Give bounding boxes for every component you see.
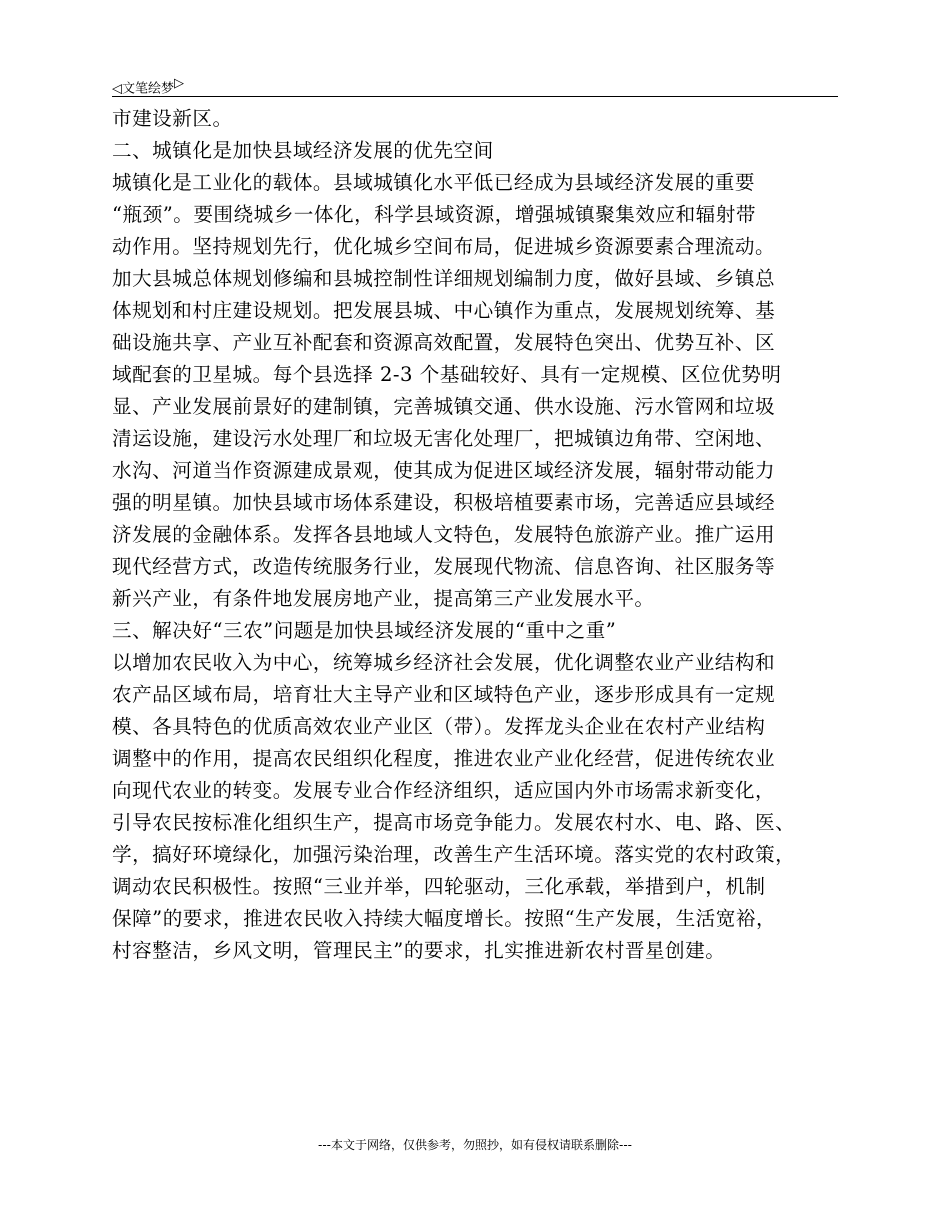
text-line: 城镇化是工业化的载体。县域城镇化水平低已经成为县域经济发展的重要 bbox=[112, 171, 755, 194]
text-line: “瓶颈”。要围绕城乡一体化，科学县域资源，增强城镇聚集效应和辐射带 bbox=[112, 203, 756, 226]
text-line: 村容整洁，乡风文明，管理民主”的要求，扎实推进新农村晋星创建。 bbox=[112, 939, 726, 962]
text-line: 显、产业发展前景好的建制镇，完善城镇交通、供水设施、污水管网和垃圾 bbox=[112, 395, 776, 418]
text-line: 现代经营方式，改造传统服务行业，发展现代物流、信息咨询、社区服务等 bbox=[112, 555, 776, 578]
left-triangle-icon: ◁ bbox=[112, 81, 122, 97]
page-header bbox=[112, 74, 838, 97]
text-line: 体规划和村庄建设规划。把发展县城、中心镇作为重点，发展规划统筹、基 bbox=[112, 299, 776, 322]
text-line: 以增加农民收入为中心，统筹城乡经济社会发展，优化调整农业产业结构和 bbox=[112, 651, 776, 674]
text-line: 模、各具特色的优质高效农业产业区（带）。发挥龙头企业在农村产业结构 bbox=[112, 715, 766, 738]
text-line: 调动农民积极性。按照“三业并举，四轮驱动，三化承载，举措到户，机制 bbox=[112, 875, 766, 898]
section-heading: 二、城镇化是加快县域经济发展的优先空间 bbox=[112, 139, 494, 162]
text-line: 调整中的作用，提高农民组织化程度，推进农业产业化经营，促进传统农业 bbox=[112, 747, 776, 770]
text-line: 向现代农业的转变。发展专业合作经济组织，适应国内外市场需求新变化， bbox=[112, 779, 776, 802]
text-line: 引导农民按标准化组织生产，提高市场竞争能力。发展农村水、电、路、医、 bbox=[112, 811, 796, 834]
text-line: 强的明星镇。加快县域市场体系建设，积极培植要素市场，完善适应县域经 bbox=[112, 491, 776, 514]
text-line: 学，搞好环境绿化，加强污染治理，改善生产生活环境。落实党的农村政策， bbox=[112, 843, 796, 866]
text-line: 域配套的卫星城。每个县选择 2-3 个基础较好、具有一定规模、区位优势明 bbox=[112, 363, 782, 386]
text-line: 动作用。坚持规划先行，优化城乡空间布局，促进城乡资源要素合理流动。 bbox=[112, 235, 776, 258]
text-line: 加大县城总体规划修编和县城控制性详细规划编制力度，做好县域、乡镇总 bbox=[112, 267, 776, 290]
right-triangle-icon: ▷ bbox=[174, 76, 185, 91]
text-line: 农产品区域布局，培育壮大主导产业和区域特色产业，逐步形成具有一定规 bbox=[112, 683, 776, 706]
text-line: 保障”的要求，推进农民收入持续大幅度增长。按照“生产发展，生活宽裕， bbox=[112, 907, 777, 930]
section-heading: 三、解决好“三农”问题是加快县域经济发展的“重中之重” bbox=[112, 619, 617, 642]
text-line: 清运设施，建设污水处理厂和垃圾无害化处理厂，把城镇边角带、空闲地、 bbox=[112, 427, 776, 450]
header-title-text: 文笔绘梦 bbox=[122, 81, 175, 97]
text-line: 市建设新区。 bbox=[112, 107, 233, 130]
text-line: 础设施共享、产业互补配套和资源高效配置，发展特色突出、优势互补、区 bbox=[112, 331, 776, 354]
text-line: 新兴产业，有条件地发展房地产业，提高第三产业发展水平。 bbox=[112, 587, 655, 610]
text-line: 济发展的金融体系。发挥各县地域人文特色，发展特色旅游产业。推广运用 bbox=[112, 523, 776, 546]
text-line: 水沟、河道当作资源建成景观，使其成为促进区域经济发展，辐射带动能力 bbox=[112, 459, 776, 482]
document-body bbox=[112, 103, 840, 967]
header-title bbox=[112, 76, 184, 96]
page-footer: ---本文于网络，仅供参考，勿照抄，如有侵权请联系删除--- bbox=[318, 1138, 632, 1152]
